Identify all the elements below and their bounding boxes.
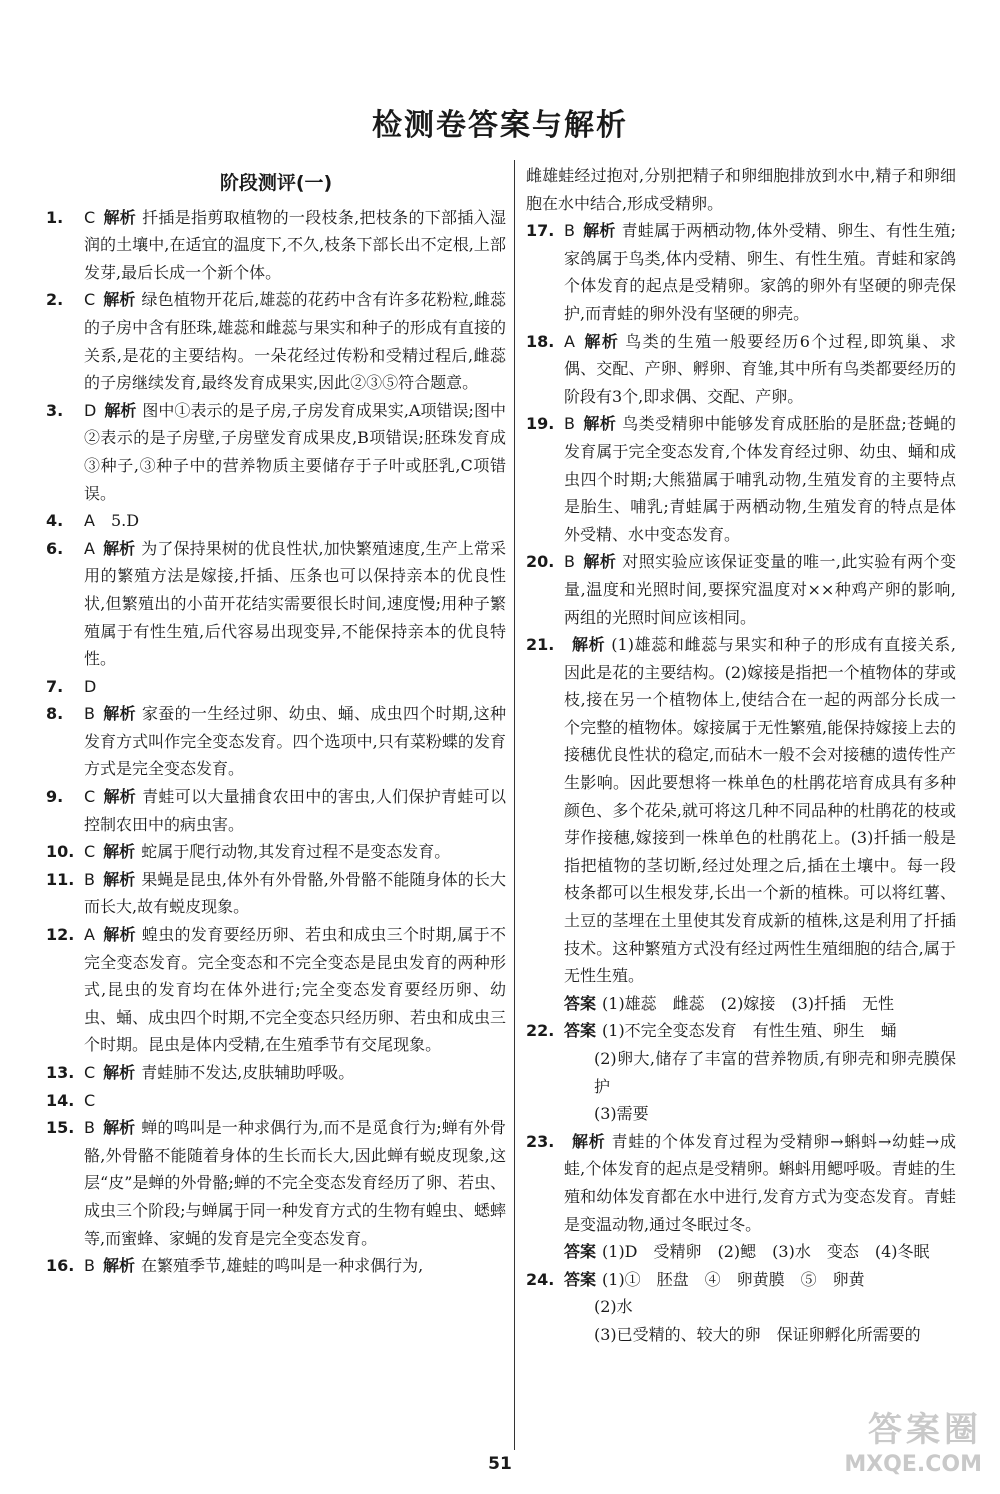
- answer-choice: A: [84, 925, 95, 945]
- answer-choice: D: [84, 676, 97, 696]
- analysis-text: 青蛙可以大量捕食农田中的害虫,人们保护青蛙可以控制农田中的病虫害。: [84, 787, 506, 834]
- answer-item: [46, 866, 506, 921]
- answer-label: 答案: [564, 993, 597, 1013]
- question-number: 6.: [46, 538, 64, 558]
- answer-label: 答案: [564, 1269, 597, 1289]
- watermark-url: MXQE.COM: [844, 1452, 982, 1477]
- answer-item: [46, 397, 506, 507]
- answer-sub-part: (2)卵大,储存了丰富的营养物质,有卵壳和卵壳膜保护: [594, 1049, 956, 1096]
- answer-item: [46, 535, 506, 673]
- answer-choice: B: [84, 1256, 95, 1276]
- analysis-label: 解析: [103, 842, 136, 862]
- answer-choice: B: [564, 552, 575, 572]
- answer-item: [46, 783, 506, 838]
- answer-item: [526, 217, 956, 327]
- analysis-text: 扦插是指剪取植物的一段枝条,把枝条的下部插入湿润的土壤中,在适宜的温度下,不久,枝条下部长出不定根,上部发芽,最后长成一个新个体。: [84, 207, 506, 282]
- question-number: 23.: [526, 1131, 555, 1151]
- question-number: 14.: [46, 1090, 75, 1110]
- analysis-label: 解析: [102, 925, 136, 945]
- answer-choice: B: [564, 414, 575, 434]
- answer-item: [46, 1059, 506, 1087]
- section-title: 阶段测评(一): [219, 172, 333, 194]
- answer-choice: C: [84, 290, 96, 310]
- analysis-text: 在繁殖季节,雄蛙的鸣叫是一种求偶行为,: [141, 1256, 424, 1276]
- analysis-label: 解析: [103, 207, 137, 227]
- answer-item: [46, 507, 506, 535]
- analysis-text: 青蛙属于两栖动物,体外受精、卵生、有性生殖;家鸽属于鸟类,体内受精、卵生、有性生殖。青蛙和家鸽个体发育的起点是受精卵。家鸽的卵外有坚硬的卵壳保护,而青蛙的卵外没有坚硬的卵壳。: [564, 221, 956, 323]
- analysis-label: 解析: [102, 1118, 136, 1138]
- question-number: 2.: [46, 290, 64, 310]
- answer-item: [46, 700, 506, 783]
- answer-item: [46, 1252, 506, 1280]
- analysis-text: 图中①表示的是子房,子房发育成果实,A项错误;图中②表示的是子房壁,子房壁发育成果皮,B项错误;胚珠发育成③种子,③种子中的营养物质主要储存于子叶或胚乳,C项错误。: [84, 400, 506, 503]
- page-title: 检测卷答案与解析: [372, 108, 628, 143]
- right-column: [526, 162, 956, 1349]
- question-number: 11.: [46, 869, 75, 889]
- answer-line: [564, 1017, 956, 1045]
- answer-sub-part: (3)已受精的、较大的卵 保证卵孵化所需要的: [594, 1324, 921, 1344]
- question-number: 1.: [46, 207, 64, 227]
- analysis-text: 对照实验应该保证变量的唯一,此实验有两个变量,温度和光照时间,要探究温度对××种鸡产卵的影响,两组的光照时间应该相同。: [564, 552, 956, 627]
- analysis-label: 解析: [582, 331, 620, 351]
- analysis-text: 青蛙的个体发育过程为受精卵→蝌蚪→幼蛙→成蛙,个体发育的起点是受精卵。蝌蚪用鳃呼吸。青蛙的生殖和幼体发育都在水中进行,发育方式为变态发育。青蛙是变温动物,通过冬眠过冬。: [564, 1131, 956, 1234]
- analysis-text: 果蝇是昆虫,体外有外骨骼,外骨骼不能随身体的长大而长大,故有蜕皮现象。: [84, 869, 506, 917]
- analysis-label: 解析: [572, 1131, 606, 1151]
- answer-item: [526, 631, 956, 1017]
- answer-item: [46, 286, 506, 396]
- question-number: 8.: [46, 704, 64, 724]
- analysis-label: 解析: [103, 787, 137, 807]
- watermark-logo-text: 答案圈: [868, 1410, 982, 1450]
- extra-answer: 5.D: [110, 511, 140, 531]
- watermark: [752, 1408, 982, 1488]
- analysis-text: 为了保持果树的优良性状,加快繁殖速度,生产上常采用的繁殖方法是嫁接,扦插、压条也可以保持亲本的优良性状,但繁殖出的小苗开花结实需要很长时间,速度慢;用种子繁殖属于有性生殖,后代容易出现变异,不能保持亲本的优良特性。: [84, 538, 506, 669]
- answer-choice: C: [84, 1063, 96, 1082]
- answer-choice: B: [84, 869, 95, 889]
- answer-text: (1)雄蕊 雌蕊 (2)嫁接 (3)扦插 无性: [602, 993, 895, 1013]
- analysis-text: 鸟类受精卵中能够发育成胚胎的是胚盘;苍蝇的发育属于完全变态发育,个体发育经过卵、幼虫、蛹和成虫四个时期;大熊猫属于哺乳动物,生殖发育的主要特点是胎生、哺乳;青蛙属于两栖动物,生殖发育的特点是体外受精、水中变态发育。: [564, 414, 956, 544]
- analysis-text: (1)雄蕊和雌蕊与果实和种子的形成有直接关系,因此是花的主要结构。(2)嫁接是指把一个植物体的芽或枝,接在另一个植物体上,使结合在一起的两部分长成一个完整的植物体。嫁接属于无性繁殖,能保持嫁接上去的接穗优良性状的稳定,而砧木一般不会对接穗的遗传性产生影响。因此要想将一株单色的杜鹃花培育成具有多种颜色、多个花朵,就可将这几种不同品种的杜鹃花的枝或芽作接穗,嫁接到一株单色的杜鹃花上。(3)扦插一般是指把植物的茎切断,经过处理之后,插在土壤中。每一段枝条都可以生根发芽,长出一个新的植株。可以将红薯、土豆的茎埋在土里使其发育成新的植株,这是利用了扦插技术。这种繁殖方式没有经过两性生殖细胞的结合,属于无性生殖。: [564, 635, 956, 986]
- answer-choice: C: [84, 842, 96, 862]
- analysis-label: 解析: [102, 1256, 135, 1276]
- answer-label: 答案: [564, 1242, 597, 1262]
- analysis-label: 解析: [102, 704, 136, 724]
- left-answer-list: [46, 204, 506, 1280]
- question-number: 16.: [46, 1256, 75, 1276]
- analysis-label: 解析: [102, 538, 136, 558]
- analysis-text: 雌雄蛙经过抱对,分别把精子和卵细胞排放到水中,精子和卵细胞在水中结合,形成受精卵。: [526, 166, 956, 213]
- answer-choice: B: [84, 704, 95, 724]
- page-number: 51: [488, 1454, 512, 1474]
- answer-item: [526, 1017, 956, 1127]
- question-number: 19.: [526, 414, 555, 434]
- answer-text: (1)不完全变态发育 有性生殖、卵生 蛹: [602, 1021, 897, 1041]
- question-number: 20.: [526, 552, 555, 572]
- answer-item: [526, 1128, 956, 1266]
- question-number: 12.: [46, 925, 75, 945]
- answer-choice: B: [84, 1118, 95, 1138]
- column-divider: [514, 160, 515, 1450]
- analysis-text: 蛇属于爬行动物,其发育过程不是变态发育。: [141, 842, 451, 862]
- answer-sub-part: (3)需要: [594, 1104, 649, 1124]
- answer-text: (1)① 胚盘 ④ 卵黄膜 ⑤ 卵黄: [602, 1269, 865, 1289]
- analysis-text: 绿色植物开花后,雄蕊的花药中含有许多花粉粒,雌蕊的子房中含有胚珠,雄蕊和雌蕊与果实和种子的形成有直接的关系,是花的主要结构。一朵花经过传粉和受精过程后,雌蕊的子房继续发育,最终发育成果实,因此②③⑤符合题意。: [84, 290, 506, 393]
- answer-line: [564, 1238, 956, 1266]
- answer-item: [526, 1266, 956, 1349]
- analysis-label: 解析: [102, 869, 136, 889]
- answer-choice: A: [84, 538, 95, 558]
- answer-item: [46, 1087, 506, 1115]
- answer-sub-part: (2)水: [594, 1297, 633, 1317]
- answer-choice: C: [84, 207, 96, 227]
- analysis-label: 解析: [572, 635, 606, 655]
- answer-item: [46, 921, 506, 1059]
- answer-line: [564, 990, 956, 1018]
- analysis-label: 解析: [104, 400, 137, 420]
- analysis-label: 解析: [582, 221, 616, 241]
- question-number: 10.: [46, 842, 75, 862]
- question-number: 24.: [526, 1269, 555, 1289]
- analysis-text: 蝉的鸣叫是一种求偶行为,而不是觅食行为;蝉有外骨骼,外骨骼不能随着身体的生长而长大,因此蝉有蜕皮现象,这层“皮”是蝉的外骨骼;蝉的不完全变态发育经历了卵、若虫、成虫三个阶段;与蝉属于同一种发育方式的生物有蝗虫、蟋蟀等,而蜜蜂、家蝇的发育是完全变态发育。: [84, 1118, 506, 1248]
- analysis-label: 解析: [582, 552, 617, 572]
- answer-text: (1)D 受精卵 (2)鳃 (3)水 变态 (4)冬眠: [602, 1242, 930, 1262]
- question-number: 4.: [46, 511, 64, 531]
- answer-item: [526, 548, 956, 631]
- question-number: 18.: [526, 331, 555, 351]
- analysis-text: 家蚕的一生经过卵、幼虫、蛹、成虫四个时期,这种发育方式叫作完全变态发育。四个选项中,只有菜粉蝶的发育方式是完全变态发育。: [84, 704, 506, 779]
- answer-choice: A: [564, 331, 575, 351]
- analysis-text: 青蛙肺不发达,皮肤辅助呼吸。: [141, 1063, 355, 1082]
- answer-item: [526, 328, 956, 411]
- answer-item: [46, 1114, 506, 1252]
- answer-item: [526, 162, 956, 217]
- question-number: 13.: [46, 1063, 75, 1082]
- left-column: [46, 158, 506, 1280]
- analysis-text: 蝗虫的发育要经历卵、若虫和成虫三个时期,属于不完全变态发育。完全变态和不完全变态是昆虫发育的两种形式,昆虫的发育均在体外进行;完全变态发育要经历卵、幼虫、蛹、成虫四个时期,不完全变态只经历卵、若虫和成虫三个时期。昆虫是体内受精,在生殖季节有交尾现象。: [84, 925, 506, 1055]
- answer-item: [46, 673, 506, 701]
- question-number: 9.: [46, 787, 64, 807]
- answer-label: 答案: [564, 1021, 597, 1041]
- analysis-text: 鸟类的生殖一般要经历6个过程,即筑巢、求偶、交配、产卵、孵卵、育雏,其中所有鸟类都要经历的阶段有3个,即求偶、交配、产卵。: [564, 331, 956, 406]
- answer-item: [46, 204, 506, 287]
- question-number: 7.: [46, 676, 64, 696]
- question-number: 17.: [526, 221, 555, 241]
- answer-choice: A: [84, 511, 95, 531]
- analysis-label: 解析: [103, 1063, 136, 1082]
- analysis-label: 解析: [582, 414, 617, 434]
- answer-choice: D: [84, 400, 97, 420]
- answer-choice: C: [84, 1090, 96, 1110]
- answer-choice: B: [564, 221, 575, 241]
- answer-choice: C: [84, 787, 96, 807]
- question-number: 3.: [46, 400, 64, 420]
- answer-item: [46, 838, 506, 866]
- question-number: 22.: [526, 1021, 555, 1041]
- right-answer-list: [526, 162, 956, 1349]
- answer-line: [564, 1266, 956, 1294]
- analysis-label: 解析: [103, 290, 136, 310]
- question-number: 21.: [526, 635, 555, 655]
- answer-item: [526, 410, 956, 548]
- question-number: 15.: [46, 1118, 75, 1138]
